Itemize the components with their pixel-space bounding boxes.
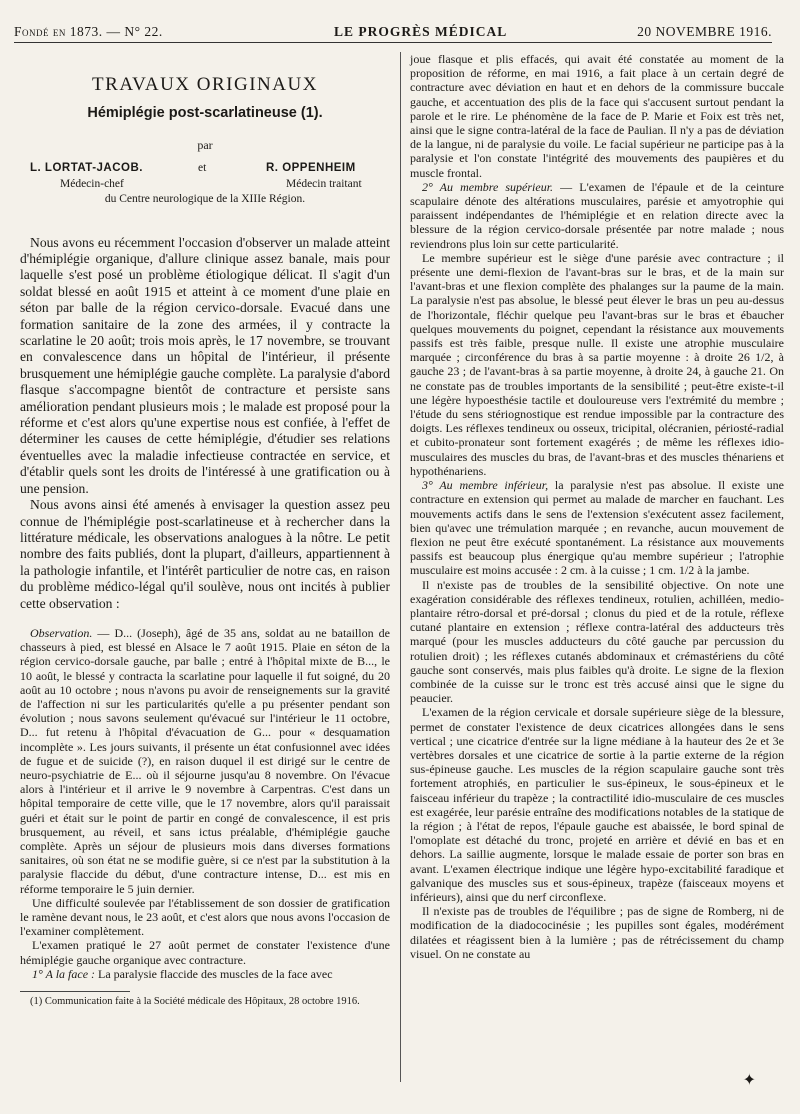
lower-limb-label: 3° Au membre inférieur, (422, 478, 549, 493)
author-role-1: Médecin-chef (60, 177, 124, 190)
intro-paragraph-1: Nous avons eu récemment l'occasion d'observer un malade atteint d'hémiplégie organique, d'allure clinique assez banale, mais pour laquelle s'est posé un problème étiologique délicat. Il s'agit d'un soldat blessé en août 1915 et atteint à ce moment d'une plaie en séton par balle de la région cervico-dorsale. Evacué dans une formation sanitaire de la zone des armées, il y contracte la scarlatine le 20 août; trois mois après, le 17 novembre, se trouvant en convalescence dans un hôpital de l'intérieur, il présente brusquement une hémiplégie gauche complète. La paralysie d'abord flasque s'accompagne bientôt de contracture et persiste sans amélioration pendant plusieurs mois ; le malade est proposé pour la réforme et c'est alors qu'une expertise nous est confiée, à l'effet de déterminer les causes de cette hémiplégie, d'étudier ses relations éventuelles avec la maladie infectieuse contractée en service, et d'établir quels sont les droits de l'intéressé à une gratification ou à une pension. (20, 234, 390, 496)
author-conjunction: et (198, 161, 207, 174)
face-label: 1° A la face : (32, 966, 96, 981)
face-text: La paralysie flaccide des muscles de la face avec (95, 966, 333, 981)
body-paragraph: Le membre supérieur est le siège d'une parésie avec contracture ; il présente une demi-flexion de l'avant-bras sur le bras, et de la main sur l'avant-bras et une flexion complète des phalanges sur la paume de la main. La paralysie n'est pas absolue, le blessé peut élever le bras un peu au-dessus de l'horizontale, fléchir quelque peu l'avant-bras sur le bras et ébaucher quelques mouvements du poignet, cependant la résistance aux mouvements passifs est très faible, presque nulle. Il existe une atrophie musculaire marquée ; circonférence du bras à sa partie moyenne : à droite 26 1/2, à gauche 23 ; de l'avant-bras à sa partie moyenne, à droite 24, à gauche 21. On ne constate pas de troubles importants de la sensibilité ; peut-être existe-t-il une légère hypoesthésie tactile et douloureuse vers l'extrémité du membre ; l'étude du sens stériognostique est rendue impossible par la contracture des doigts. Les réflexes tendineux ou osseux, tricipital, olécranien, périosté-radial et cubito-pronateur sont fortement exagérés ; de même les réflexes idio-musculaires des muscles du bras, de l'avant-bras et des muscles thénariens et hypothénariens. (410, 250, 784, 478)
column-divider (400, 52, 401, 1082)
left-column (20, 52, 390, 1008)
lower-limb-paragraph (410, 478, 784, 577)
footnote-rule (20, 991, 130, 992)
footnote: (1) Communication faite à la Société médicale des Hôpitaux, 28 octobre 1916. (30, 996, 360, 1008)
face-paragraph (20, 967, 390, 981)
author-oppenheim: R. OPPENHEIM (266, 161, 356, 174)
byline-par: par (197, 138, 213, 153)
section-heading: TRAVAUX ORIGINAUX (92, 74, 318, 95)
author-block (20, 161, 390, 217)
observation-paragraph (20, 626, 390, 896)
body-paragraph: L'examen de la région cervicale et dorsale supérieure siège de la blessure, permet de constater l'existence de deux cicatrices allongées dans le sens vertical ; une cicatrice d'entrée sur la ligne médiane à la hauteur des 2e et 3e vertèbres dorsales et une cicatrice de sortie à la partie externe de la région sus-épineuse gauche. Les muscles de la région scapulaire gauche sont très fortement atrophiés, en particulier le sus-épineux, le sous-épineux et le faisceau inférieur du trapèze ; la contractilité idio-musculaire de ces muscles est exagérée, leur parésie entraîne des modifications notables de la statique de la région ; à l'état de repos, l'épaule gauche est abaissée, le bord spinal de l'omoplate est détaché du tronc, projeté en arrière et dévié en bas et en dehors. La saillie augmente, lorsque le malade essaie de porter son bras en avant. L'examen électrique indique une légère hypo-excitabilité faradique et galvanique des muscles sus et sous-épineux, trapèze (faisceaux moyens et inférieurs), ainsi que du nerf circonflexe. (410, 705, 784, 904)
running-head (14, 22, 772, 43)
upper-limb-text: — L'examen de l'épaule et de la ceinture scapulaire dénote des altérations musculaires, parésie et amyotrophie qui paraissent indépendantes de l'hémiplégie et en relation directe avec la blessure de la région cervico-dorsale présentée par notre malade ; nous reviendrons plus loin sur cette particularité. (410, 179, 784, 251)
intro-paragraph-2: Nous avons ainsi été amenés à envisager la question assez peu connue de l'hémiplégie post-scarlatineuse et à rechercher dans la littérature médicale, les observations analogues à la nôtre. Le petit nombre des faits publiés, dont la plupart, d'ailleurs, appartiennent à la pathologie infantile, et l'intérêt particulier de notre cas, en raison du problème médico-légal qu'il soulève, nous ont incités à publier cette observation : (20, 497, 390, 611)
upper-limb-heading-paragraph (410, 180, 784, 251)
body-paragraph: Il n'existe pas de troubles de l'équilibre ; pas de signe de Romberg, ni de modification de la diadococinésie ; les pupilles sont égales, modérément dilatées et réagissent bien à la lumière ; pas de rétrécissement du champ visuel. On ne constate au (410, 904, 784, 961)
article-title: Hémiplégie post-scarlatineuse (1). (87, 105, 323, 122)
body-paragraph: joue flasque et plis effacés, qui avait été constatée au moment de la proposition de réforme, en mai 1916, a fait place à un certain degré de contracture avec déviation en haut et en dehors de la commissure buccale gauche, et accentuation des plis de la face qui s'accusent surtout pendant la parole et le rire. Le phénomène de la face de P. Marie et Foix est très net, ainsi que le signe contra-latéral de la face de Paulian. Il n'y a pas de déviation de la langue, ni de paralysie du voile. Le facial supérieur ne participe pas à la paralysie et l'on constate l'intégrité des mouvements des paupières et du muscle frontal. (410, 52, 784, 180)
body-paragraph: Une difficulté soulevée par l'établissement de son dossier de gratification le ramène devant nous, le 23 août, et c'est alors que nous avons l'occasion de l'examiner complètement. (20, 895, 390, 939)
body-paragraph: Il n'existe pas de troubles de la sensibilité objective. On note une exagération considérable des réflexes tendineux, rotulien, achilléen, medio-plantaire rétro-dorsal et pré-dorsal ; clonus du pied et de la rotule, réflexe cutané plantaire en extension ; réflexe contra-latéral des adducteurs très marqué (pour les muscles adducteurs du côté gauche par percussion du rotulien droit) ; les réflexes cutanés abdominaux et crémastériens du côté gauche sont conservés, mais plus faibles qu'à droite. Le signe de la flexion combinée de la cuisse sur le tronc est très accusé ainsi que le signe du peaucier. (410, 577, 784, 706)
body-paragraph: L'examen pratiqué le 27 août permet de constater l'existence d'une hémiplégie gauche organique avec contracture. (20, 938, 390, 967)
issue-date: 20 NOVEMBRE 1916. (637, 24, 772, 39)
end-ornament-icon: ✦ (742, 1072, 756, 1089)
author-lortat-jacob: L. LORTAT-JACOB. (30, 161, 143, 174)
right-column (410, 52, 784, 961)
author-affiliation: du Centre neurologique de la XIIIe Région. (104, 192, 306, 205)
lower-limb-text: la paralysie n'est pas absolue. Il existe une contracture en extension qui permet au malade de marcher en fauchant. Les mouvements actifs dans le sens de l'extension s'exécutent assez facilement, bien qu'avec une trémulation marquée ; en revanche, aucun mouvement de flexion ne peut être exécuté spontanément. La résistance aux mouvements passifs est beaucoup plus énergique qu'au membre supérieur ; l'atrophie musculaire est moins accusée : 2 cm. à la cuisse ; 1 cm. 1/2 à la jambe. (410, 478, 784, 578)
observation-label: Observation. (30, 625, 93, 640)
journal-title: LE PROGRÈS MÉDICAL (334, 24, 508, 39)
author-role-2: Médecin traitant (286, 177, 362, 190)
header-founded: Fondé en 1873. — N° 22. (14, 24, 163, 39)
upper-limb-label: 2° Au membre supérieur. (422, 179, 554, 194)
observation-text: — D... (Joseph), âgé de 35 ans, soldat au ne bataillon de chasseurs à pied, est blessé en Alsace le 7 août 1915. Plaie en séton de la région cervico-dorsale gauche, par balle ; entré à l'hôpital mixte de B..., le 10 août, le blessé y contracta la scarlatine pour laquelle il fut soigné, du 20 août au 10 octobre ; nous n'avons pu avoir de renseignements sur la gravité de l'affection ni sur les particularités qu'elle a pu présenter pendant son évolution ; nous savons seulement qu'évacué sur l'intérieur le 11 octobre, D... fut retenu à l'hôpital d'évacuation de G... pour « desquamation incomplète ». Les jours suivants, il présente un état confusionnel avec idées de fugue et de suicide (?), en raison duquel il est dirigé sur le centre de neuro-psychiatrie de E... où il séjourne jusqu'au 8 novembre. On l'évacue alors à l'intérieur et il arrive le 9 novembre à Carpentras. C'est dans un hôpital temporaire de cette ville, que le 17 novembre, alors qu'il paraissait guéri et était sur le point de partir en congé de convalescence, il est pris brusquement, au réveil, et sans ictus préalable, d'hémiplégie gauche complète. Après un séjour de plusieurs mois dans diverses formations sanitaires, où son état ne se modifie guère, si ce n'est par la substitution à la paralysie flaccide du début, d'une contracture intense, D... est mis en réforme temporaire le 5 juin dernier. (20, 625, 390, 896)
